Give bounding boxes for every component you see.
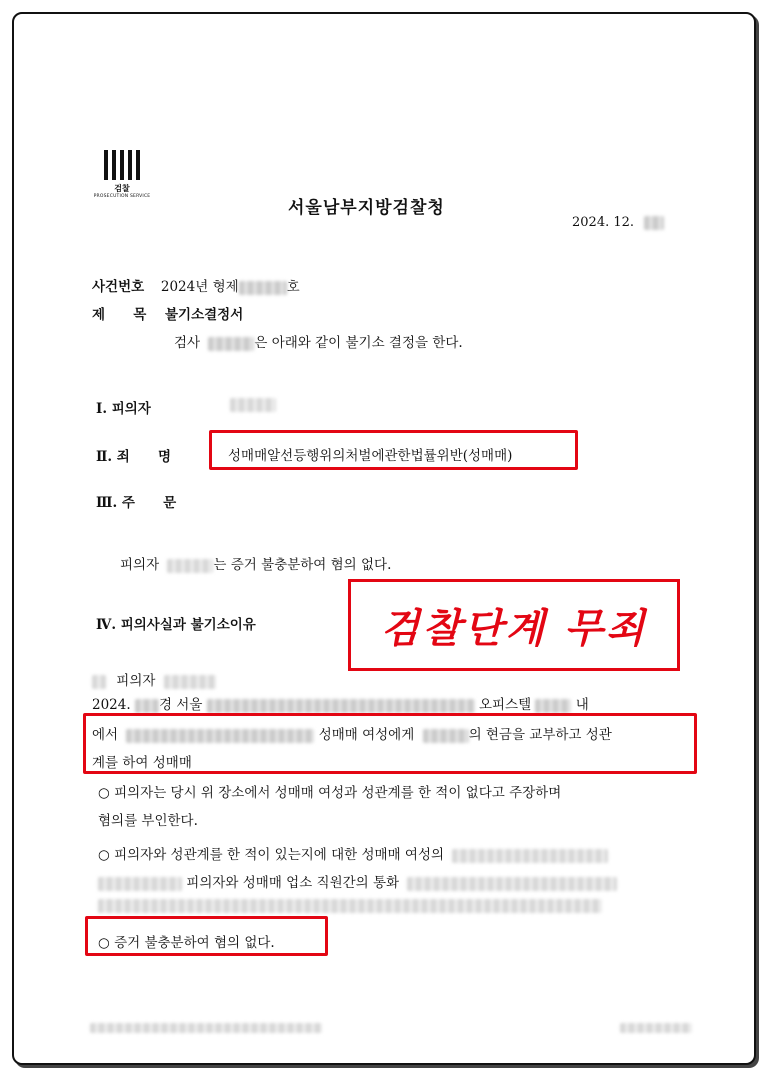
section-4-label: Ⅳ. 피의사실과 불기소이유 [96,617,256,633]
redacted-suspect-name-3 [164,675,216,689]
redacted-case-number [239,281,287,295]
section-2 [96,445,171,465]
facts-line-1 [92,669,216,689]
acquittal-stamp [348,579,680,671]
redacted-footer-left [90,1023,322,1033]
title-row [92,303,243,323]
case-number-prefix: 2024년 형제 [160,279,239,295]
redacted-prosecutor [208,337,254,351]
bullet-3: ○ 증거 불충분하여 혐의 없다. [98,935,275,951]
bullet-2-line-1 [98,843,608,863]
charge-text: 성매매알선등행위의처벌에관한법률위반(성매매) [228,448,513,464]
disposition-prefix: 피의자 [120,557,160,573]
redacted-statement [452,849,608,863]
title-label: 제 목 [92,307,147,323]
intro-prefix: 검사 [174,335,201,351]
redacted-unit [535,699,571,713]
facts-highlight-box [83,713,697,774]
redacted-date [135,699,159,713]
facts-inside: 내 [575,697,589,713]
section-3 [96,491,176,511]
facts-woman: 성매매 여성에게 [318,727,415,743]
redacted-suspect-name-2 [167,559,213,573]
section-3-label: Ⅲ. 주 문 [96,495,177,511]
redacted-footer-right [620,1023,692,1033]
disposition-suffix: 는 증거 불충분하여 혐의 없다. [213,557,392,573]
section-4 [96,613,256,633]
bullet-1-line-2: 혐의를 부인한다. [98,813,198,829]
case-number-suffix: 호 [286,279,300,295]
prosecution-logo [90,150,160,205]
redacted-suspect-name [230,398,276,412]
facts-officetel: 오피스텔 [478,697,532,713]
redacted-evidence-line [98,899,602,913]
redacted-address [207,699,475,713]
bullet-2-call: 피의자와 성매매 업소 직원간의 통화 [186,875,400,891]
facts-date: 2024. [92,697,131,713]
charge-highlight-box [209,430,578,470]
facts-line-4: 계를 하여 성매매 [92,755,192,771]
section-1-label: Ⅰ. 피의자 [96,401,151,417]
logo-org: 검찰 [114,184,130,193]
intro-suffix: 은 아래와 같이 불기소 결정을 한다. [254,335,463,351]
intro-row [174,331,463,351]
date-text: 2024. 12. [572,215,635,230]
redacted-day [644,216,664,230]
disposition-text [120,553,391,573]
facts-line-2 [92,693,589,713]
redacted-marker [92,675,106,689]
agency-title: 서울남부지방검찰청 [288,198,445,218]
document-date [572,215,664,230]
case-number-label: 사건번호 [92,279,145,295]
bullet-2-line-2 [98,871,617,891]
redacted-evidence [98,877,182,891]
facts-suspect-label: 피의자 [116,673,156,689]
title-value: 불기소결정서 [165,307,244,323]
bullet-2-text: ○ 피의자와 성관계를 한 적이 있는지에 대한 성매매 여성의 [98,847,445,863]
case-number-row [92,275,300,295]
section-1 [96,397,151,417]
facts-cash: 의 현금을 교부하고 성관 [468,727,612,743]
section-2-label: Ⅱ. 죄 명 [96,449,172,465]
pillars-icon [104,150,140,180]
stamp-text: 검찰단계 무죄 [380,605,648,652]
facts-place: 에서 [92,727,119,743]
facts-location-prefix: 경 서울 [158,697,203,713]
redacted-call-details [407,877,617,891]
logo-sub: PROSECUTION SERVICE [93,194,151,199]
conclusion-highlight-box [85,916,328,956]
bullet-1-line-1: ○ 피의자는 당시 위 장소에서 성매매 여성과 성관계를 한 적이 없다고 주장하며 [98,785,562,801]
